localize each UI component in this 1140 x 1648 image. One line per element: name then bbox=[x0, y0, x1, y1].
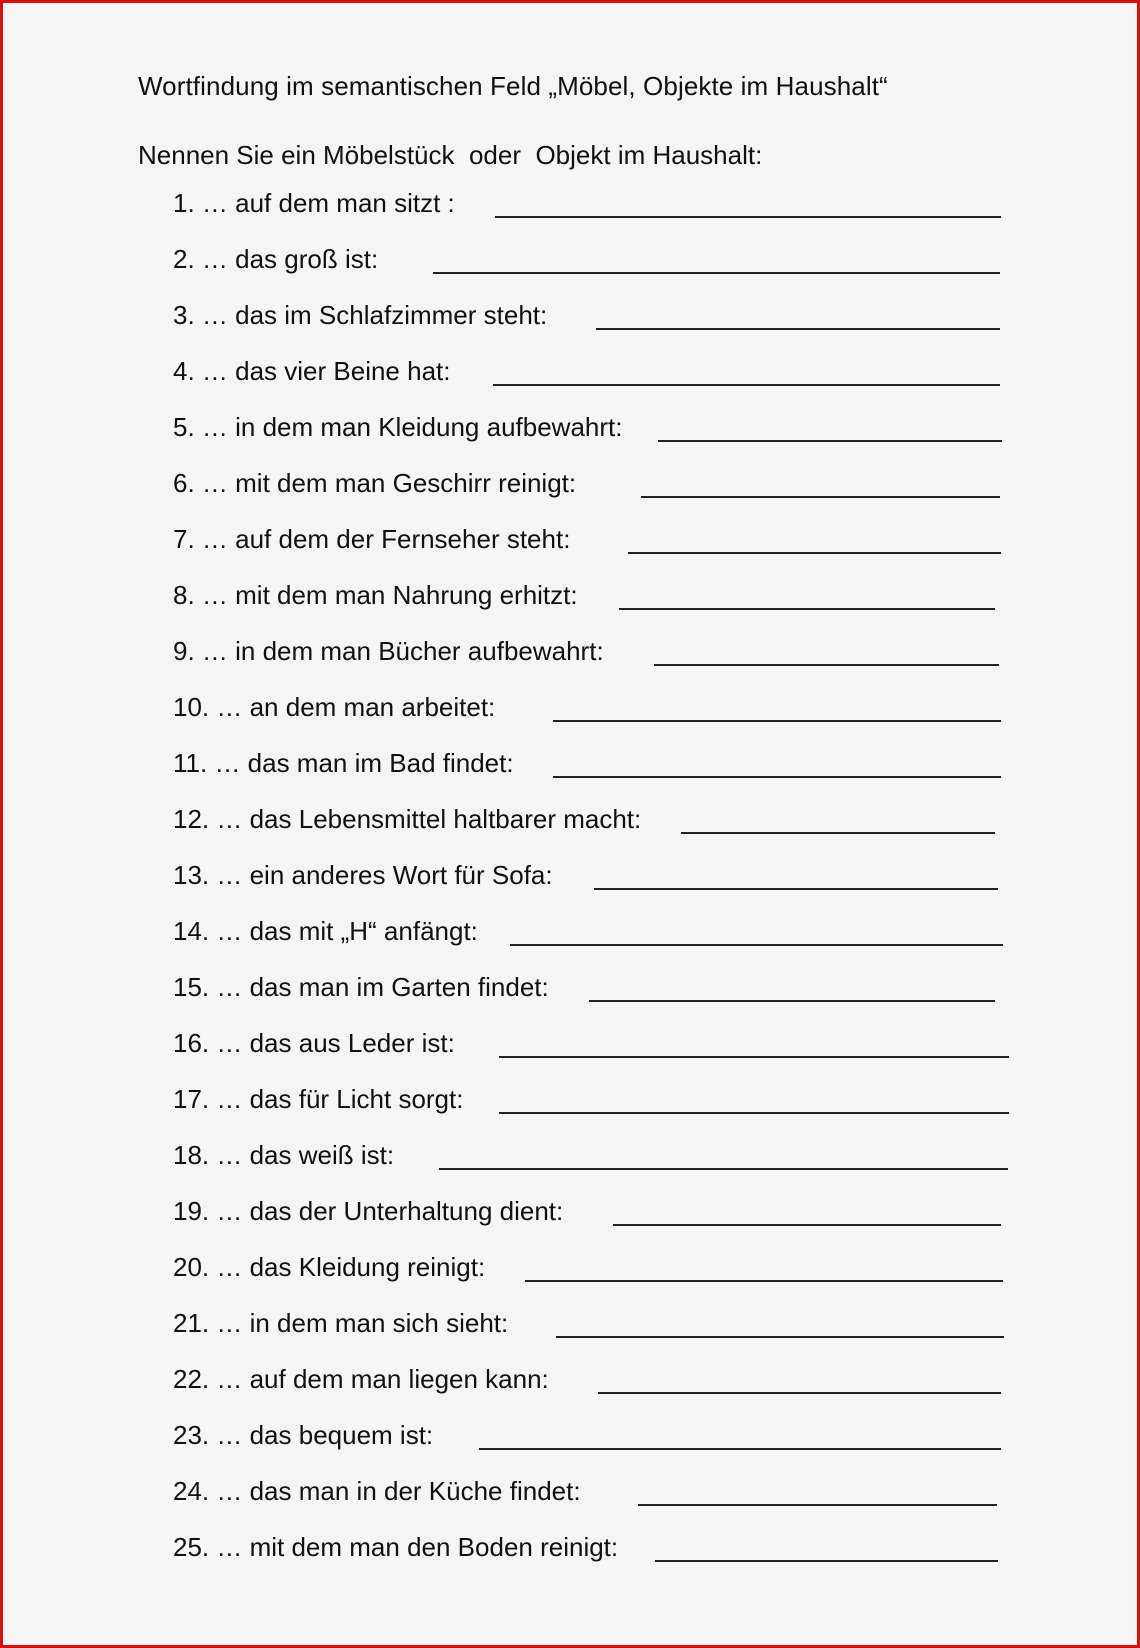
question-label: 2. … das groß ist: bbox=[173, 244, 379, 274]
question-row bbox=[173, 468, 1013, 502]
question-label: 14. … das mit „H“ anfängt: bbox=[173, 916, 478, 946]
question-label: 10. … an dem man arbeitet: bbox=[173, 692, 496, 722]
question-row bbox=[173, 188, 1013, 222]
answer-line[interactable] bbox=[433, 272, 1000, 274]
question-label: 17. … das für Licht sorgt: bbox=[173, 1084, 464, 1114]
question-row bbox=[173, 972, 1013, 1006]
question-row bbox=[173, 1140, 1013, 1174]
answer-line[interactable] bbox=[613, 1224, 1001, 1226]
worksheet-title: Wortfindung im semantischen Feld „Möbel, Objekte im Haushalt“ bbox=[138, 71, 888, 101]
answer-line[interactable] bbox=[479, 1448, 1001, 1450]
answer-line[interactable] bbox=[594, 888, 998, 890]
answer-line[interactable] bbox=[525, 1280, 1003, 1282]
question-row bbox=[173, 524, 1013, 558]
question-label: 22. … auf dem man liegen kann: bbox=[173, 1364, 549, 1394]
question-row bbox=[173, 1420, 1013, 1454]
question-row bbox=[173, 804, 1013, 838]
answer-line[interactable] bbox=[628, 552, 1001, 554]
question-row bbox=[173, 860, 1013, 894]
answer-line[interactable] bbox=[499, 1056, 1009, 1058]
answer-line[interactable] bbox=[598, 1392, 1001, 1394]
question-row bbox=[173, 1476, 1013, 1510]
question-label: 4. … das vier Beine hat: bbox=[173, 356, 451, 386]
question-label: 3. … das im Schlafzimmer steht: bbox=[173, 300, 548, 330]
question-row bbox=[173, 412, 1013, 446]
question-row bbox=[173, 1028, 1013, 1062]
answer-line[interactable] bbox=[654, 664, 999, 666]
question-row bbox=[173, 1308, 1013, 1342]
question-label: 11. … das man im Bad findet: bbox=[173, 748, 514, 778]
answer-line[interactable] bbox=[510, 944, 1003, 946]
question-row bbox=[173, 692, 1013, 726]
answer-line[interactable] bbox=[493, 384, 1000, 386]
question-label: 7. … auf dem der Fernseher steht: bbox=[173, 524, 571, 554]
question-label: 6. … mit dem man Geschirr reinigt: bbox=[173, 468, 577, 498]
answer-line[interactable] bbox=[619, 608, 995, 610]
question-label: 9. … in dem man Bücher aufbewahrt: bbox=[173, 636, 604, 666]
question-label: 19. … das der Unterhaltung dient: bbox=[173, 1196, 564, 1226]
question-row bbox=[173, 244, 1013, 278]
answer-line[interactable] bbox=[655, 1560, 998, 1562]
question-label: 16. … das aus Leder ist: bbox=[173, 1028, 455, 1058]
question-row bbox=[173, 1084, 1013, 1118]
question-row bbox=[173, 748, 1013, 782]
answer-line[interactable] bbox=[641, 496, 1000, 498]
question-row bbox=[173, 1252, 1013, 1286]
question-row bbox=[173, 356, 1013, 390]
question-label: 5. … in dem man Kleidung aufbewahrt: bbox=[173, 412, 623, 442]
answer-line[interactable] bbox=[596, 328, 1000, 330]
question-row bbox=[173, 916, 1013, 950]
question-label: 21. … in dem man sich sieht: bbox=[173, 1308, 509, 1338]
answer-line[interactable] bbox=[495, 216, 1001, 218]
answer-line[interactable] bbox=[681, 832, 995, 834]
question-label: 18. … das weiß ist: bbox=[173, 1140, 395, 1170]
answer-line[interactable] bbox=[553, 776, 1001, 778]
answer-line[interactable] bbox=[499, 1112, 1009, 1114]
question-row bbox=[173, 1364, 1013, 1398]
question-row bbox=[173, 1196, 1013, 1230]
answer-line[interactable] bbox=[589, 1000, 995, 1002]
question-label: 8. … mit dem man Nahrung erhitzt: bbox=[173, 580, 578, 610]
question-row bbox=[173, 300, 1013, 334]
question-label: 23. … das bequem ist: bbox=[173, 1420, 434, 1450]
answer-line[interactable] bbox=[658, 440, 1002, 442]
worksheet-prompt: Nennen Sie ein Möbelstück oder Objekt im Haushalt: bbox=[138, 140, 763, 170]
answer-line[interactable] bbox=[638, 1504, 997, 1506]
question-label: 20. … das Kleidung reinigt: bbox=[173, 1252, 486, 1282]
question-label: 25. … mit dem man den Boden reinigt: bbox=[173, 1532, 619, 1562]
question-label: 1. … auf dem man sitzt : bbox=[173, 188, 455, 218]
question-row bbox=[173, 636, 1013, 670]
question-row bbox=[173, 580, 1013, 614]
question-row bbox=[173, 1532, 1013, 1566]
answer-line[interactable] bbox=[553, 720, 1001, 722]
question-label: 15. … das man im Garten findet: bbox=[173, 972, 549, 1002]
answer-line[interactable] bbox=[439, 1168, 1008, 1170]
question-label: 24. … das man in der Küche findet: bbox=[173, 1476, 581, 1506]
answer-line[interactable] bbox=[556, 1336, 1004, 1338]
question-label: 12. … das Lebensmittel haltbarer macht: bbox=[173, 804, 642, 834]
question-label: 13. … ein anderes Wort für Sofa: bbox=[173, 860, 553, 890]
